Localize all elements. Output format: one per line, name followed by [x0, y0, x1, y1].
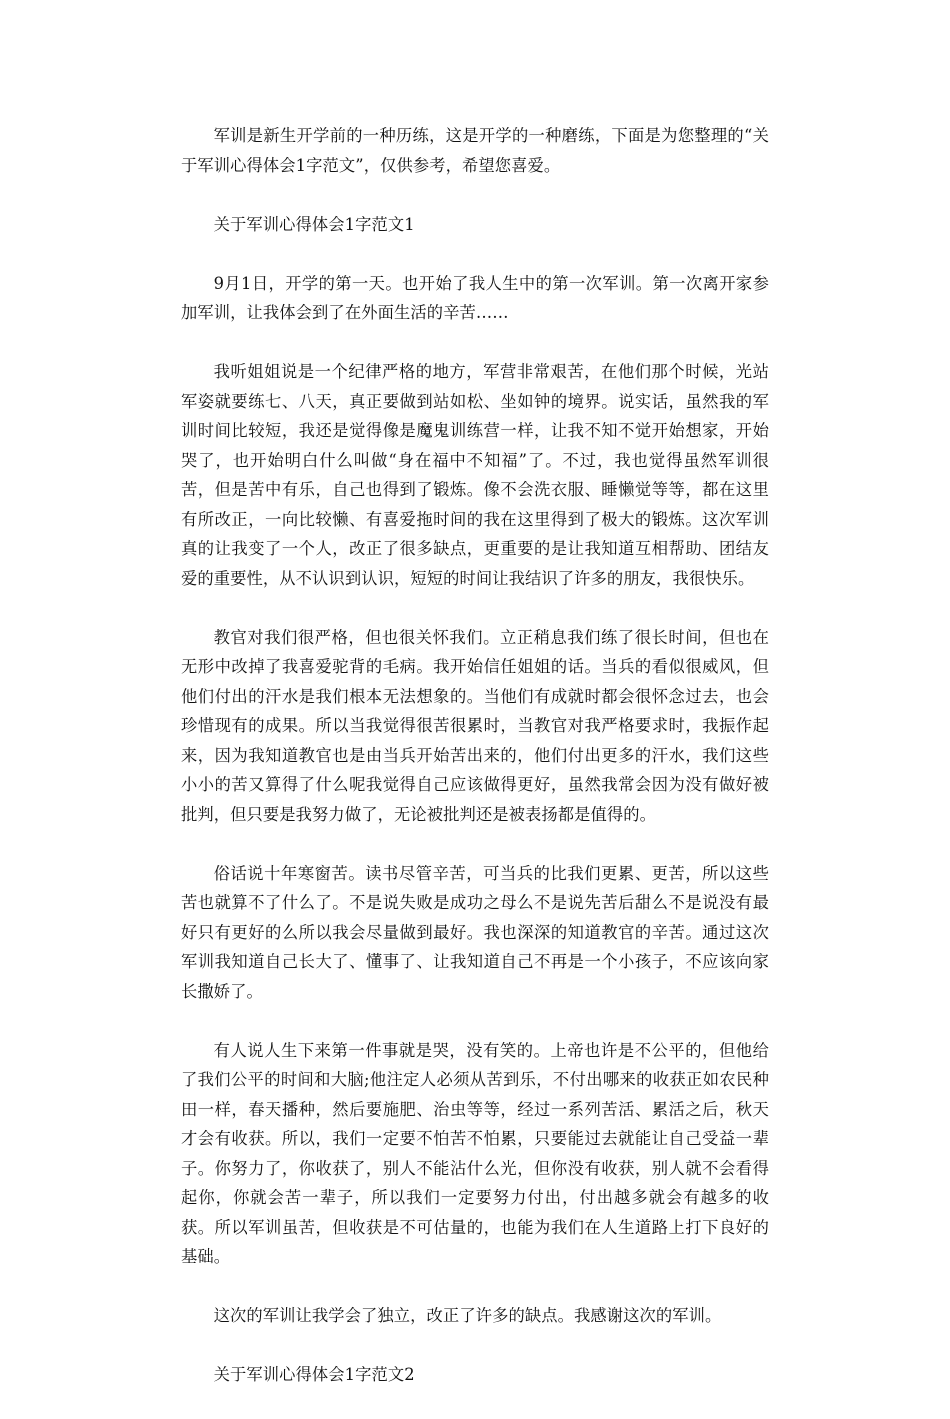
- section-heading-1: 关于军训心得体会1字范文1: [213, 214, 415, 234]
- body-paragraph-6: 这次的军训让我学会了独立，改正了许多的缺点。我感谢这次的军训。: [213, 1306, 722, 1325]
- section-heading-2: 关于军训心得体会1字范文2: [213, 1365, 415, 1384]
- document-body: [181, 121, 769, 1419]
- body-paragraph-3: 教官对我们很严格，但也很关怀我们。立正稍息我们练了很长时间，但也在无形中改掉了我喜爱驼背的毛病。我开始信任姐姐的话。当兵的看似很威风，但他们付出的汗水是我们根本无法想象的。当他们有成就时都会很怀念过去，也会珍惜现有的成果。所以当我觉得很苦很累时，当教官对我严格要求时，我振作起来，因为我知道教官也是由当兵开始苦出来的，他们付出更多的汗水，我们这些小小的苦又算得了什么呢我觉得自己应该做得更好，虽然我常会因为没有做好被批判，但只要是我努力做了，无论被批判还是被表扬都是值得的。: [181, 627, 769, 824]
- body-paragraph-2: 我听姐姐说是一个纪律严格的地方，军营非常艰苦，在他们那个时候，光站军姿就要练七、八天，真正要做到站如松、坐如钟的境界。说实话，虽然我的军训时间比较短，我还是觉得像是魔鬼训练营一样，让我不知不觉开始想家，开始哭了，也开始明白什么叫做“身在福中不知福”了。不过，我也觉得虽然军训很苦，但是苦中有乐，自己也得到了锻炼。像不会洗衣服、睡懒觉等等，都在这里有所改正，一向比较懒、有喜爱拖时间的我在这里得到了极大的锻炼。这次军训真的让我变了一个人，改正了很多缺点，更重要的是让我知道互相帮助、团结友爱的重要性，从不认识到认识，短短的时间让我结识了许多的朋友，我很快乐。: [181, 362, 769, 588]
- intro-paragraph: 军训是新生开学前的一种历练，这是开学的一种磨练，下面是为您整理的“关于军训心得体会1字范文”，仅供参考，希望您喜爱。: [181, 126, 769, 175]
- body-paragraph-4: 俗话说十年寒窗苦。读书尽管辛苦，可当兵的比我们更累、更苦，所以这些苦也就算不了什么了。不是说失败是成功之母么不是说先苦后甜么不是说没有最好只有更好的么所以我会尽量做到最好。我也深深的知道教官的辛苦。通过这次军训我知道自己长大了、懂事了、让我知道自己不再是一个小孩子，不应该向家长撒娇了。: [181, 863, 769, 1001]
- body-paragraph-1: 9月1日，开学的第一天。也开始了我人生中的第一次军训。第一次离开家参加军训，让我体会到了在外面生活的辛苦……: [181, 273, 769, 322]
- body-paragraph-5: 有人说人生下来第一件事就是哭，没有笑的。上帝也许是不公平的，但他给了我们公平的时间和大脑;他注定人必须从苦到乐，不付出哪来的收获正如农民种田一样，春天播种，然后要施肥、治虫等等，经过一系列苦活、累活之后，秋天才会有收获。所以，我们一定要不怕苦不怕累，只要能过去就能让自己受益一辈子。你努力了，你收获了，别人不能沾什么光，但你没有收获，别人就不会看得起你，你就会苦一辈子，所以我们一定要努力付出，付出越多就会有越多的收获。所以军训虽苦，但收获是不可估量的，也能为我们在人生道路上打下良好的基础。: [181, 1040, 769, 1266]
